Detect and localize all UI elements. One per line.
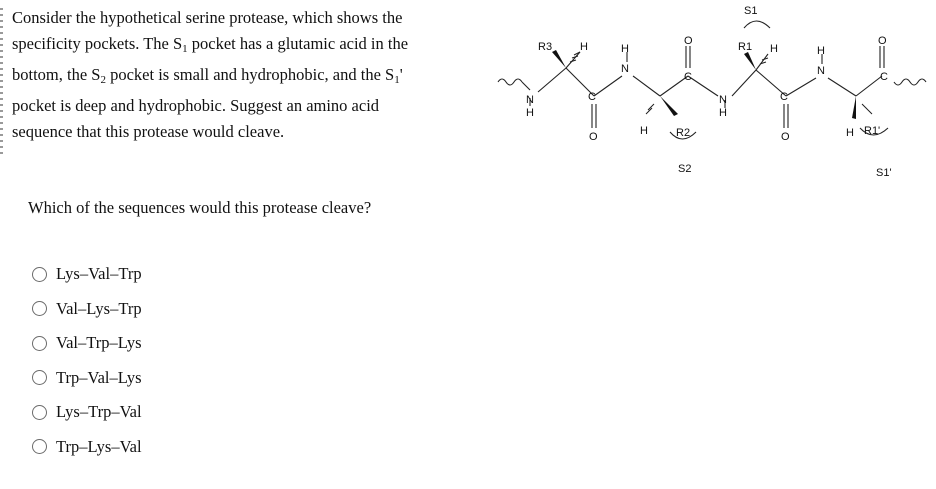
question-text [12, 5, 452, 145]
option-label: Trp–Lys–Val [56, 436, 142, 456]
option-6[interactable] [32, 430, 142, 465]
carbonyl-c-2: C [684, 71, 692, 83]
r3-label: R3 [538, 41, 553, 53]
carbonyl-o-3: O [781, 131, 790, 143]
option-3[interactable] [32, 326, 142, 361]
question-line-3: bottom, the $S_2$ pocket is small and hydrophobic, and the $S_1'$ [12, 65, 403, 86]
carbonyl-c-1: C [588, 91, 596, 103]
question-line-4: pocket is deep and hydrophobic. Suggest an amino acid [12, 96, 380, 115]
radio-button[interactable] [32, 439, 47, 454]
radio-button[interactable] [32, 336, 47, 351]
carbonyl-c-4: C [880, 71, 888, 83]
question-line-2: specificity pockets. The $S_1$ pocket has a glutamic acid in the [12, 34, 409, 55]
wedge-bond-r1 [744, 52, 756, 70]
r2-label: R2 [676, 127, 691, 139]
alpha-h-4: H [846, 127, 854, 139]
wedge-bond-r2 [660, 96, 678, 116]
radio-button[interactable] [32, 370, 47, 385]
option-label: Trp–Val–Lys [56, 367, 142, 387]
amide-n-1: N [526, 94, 534, 106]
wavy-bond-left [498, 79, 522, 85]
s1-pocket-arc [744, 21, 770, 28]
amide-n-3: N [719, 94, 727, 106]
question-line-5: sequence that this protease would cleave. [12, 122, 285, 141]
wedge-bond-r1-prime [852, 96, 856, 119]
amide-n-4: N [817, 65, 825, 77]
peptide-structure-diagram [490, 0, 936, 200]
prompt-text: Which of the sequences would this protease cleave? [28, 198, 372, 217]
carbonyl-c-3: C [780, 91, 788, 103]
option-label: Lys–Val–Trp [56, 264, 142, 284]
amide-h-3: H [719, 107, 727, 119]
radio-button[interactable] [32, 267, 47, 282]
carbonyl-o-4: O [878, 35, 887, 47]
carbonyl-o-2: O [684, 35, 693, 47]
option-1[interactable] [32, 257, 142, 292]
amide-h-4: H [817, 45, 825, 57]
option-5[interactable] [32, 395, 142, 430]
s1-pocket-label: S1 [744, 5, 758, 17]
option-label: Val–Trp–Lys [56, 333, 142, 353]
radio-button[interactable] [32, 301, 47, 316]
answer-options [32, 257, 142, 464]
r1-prime-label: R1' [864, 125, 881, 137]
amide-h-2: H [621, 43, 629, 55]
carbonyl-o-1: O [589, 131, 598, 143]
wavy-bond-right [894, 79, 926, 85]
radio-button[interactable] [32, 405, 47, 420]
page-edge-marker [0, 8, 3, 158]
wedge-bond-r3 [552, 50, 566, 68]
amide-n-2: N [621, 63, 629, 75]
s1-prime-pocket-label: S1' [876, 167, 892, 179]
alpha-h-3: H [640, 125, 648, 137]
alpha-h-2: H [770, 43, 778, 55]
option-label: Val–Lys–Trp [56, 298, 142, 318]
option-2[interactable] [32, 292, 142, 327]
option-4[interactable] [32, 361, 142, 396]
s2-pocket-label: S2 [678, 163, 692, 175]
amide-h-1: H [526, 107, 534, 119]
alpha-h-1: H [580, 41, 588, 53]
option-label: Lys–Trp–Val [56, 402, 142, 422]
question-line-1: Consider the hypothetical serine protease, which shows the [12, 8, 403, 27]
r1-label: R1 [738, 41, 753, 53]
